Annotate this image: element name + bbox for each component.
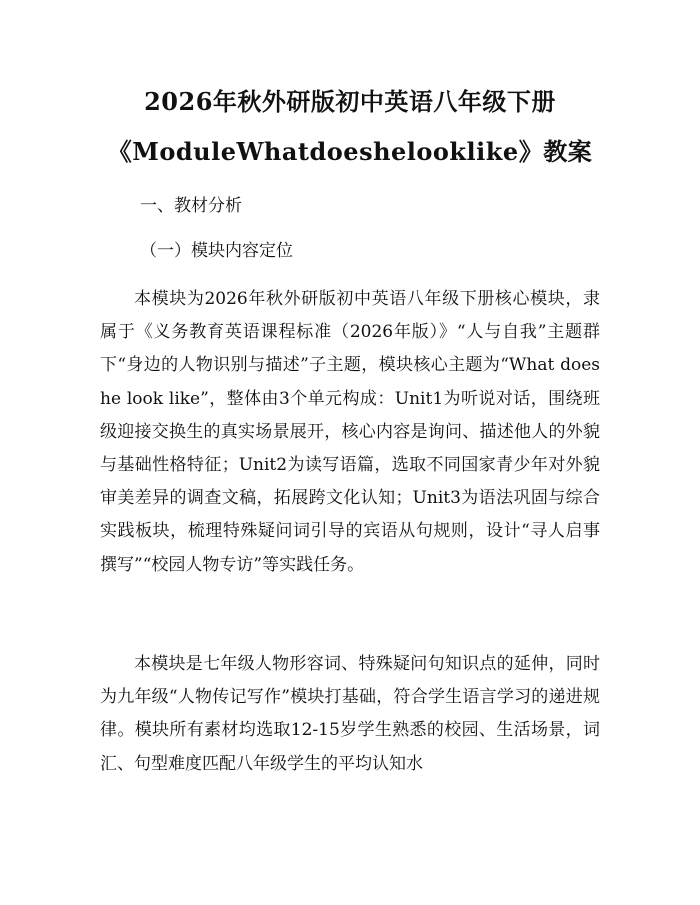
body-paragraph-2: 本模块是七年级人物形容词、特殊疑问句知识点的延伸，同时为九年级“人物传记写作”模块打基础，符合学生语言学习的递进规律。模块所有素材均选取12-15岁学生熟悉的校园、生活场景，词汇、句型难度匹配八年级学生的平均认知水 — [100, 654, 600, 774]
document-title-line-2: 《ModuleWhatdoeshelooklike》教案 — [107, 137, 593, 166]
document-title-line-1: 2026年秋外研版初中英语八年级下册 — [144, 87, 556, 116]
section-heading-textbook-analysis: 一、教材分析 — [140, 196, 242, 216]
body-paragraph-1: 本模块为2026年秋外研版初中英语八年级下册核心模块，隶属于《义务教育英语课程标准（2026年版）》“人与自我”主题群下“身边的人物识别与描述”子主题，模块核心主题为“What does he look like”，整体由3个单元构成：Unit1为听说对话，围绕班级迎接交换生的真实场景展开，核心内容是询问、描述他人的外貌与基础性格特征；Unit2为读写语篇，选取不同国家青少年对外貌审美差异的调查文稿，拓展跨文化认知；Unit3为语法巩固与综合实践板块，梳理特殊疑问词引导的宾语从句规则，设计“寻人启事撰写”“校园人物专访”等实践任务。 — [100, 289, 600, 575]
subsection-heading-module-positioning: （一）模块内容定位 — [140, 241, 293, 261]
